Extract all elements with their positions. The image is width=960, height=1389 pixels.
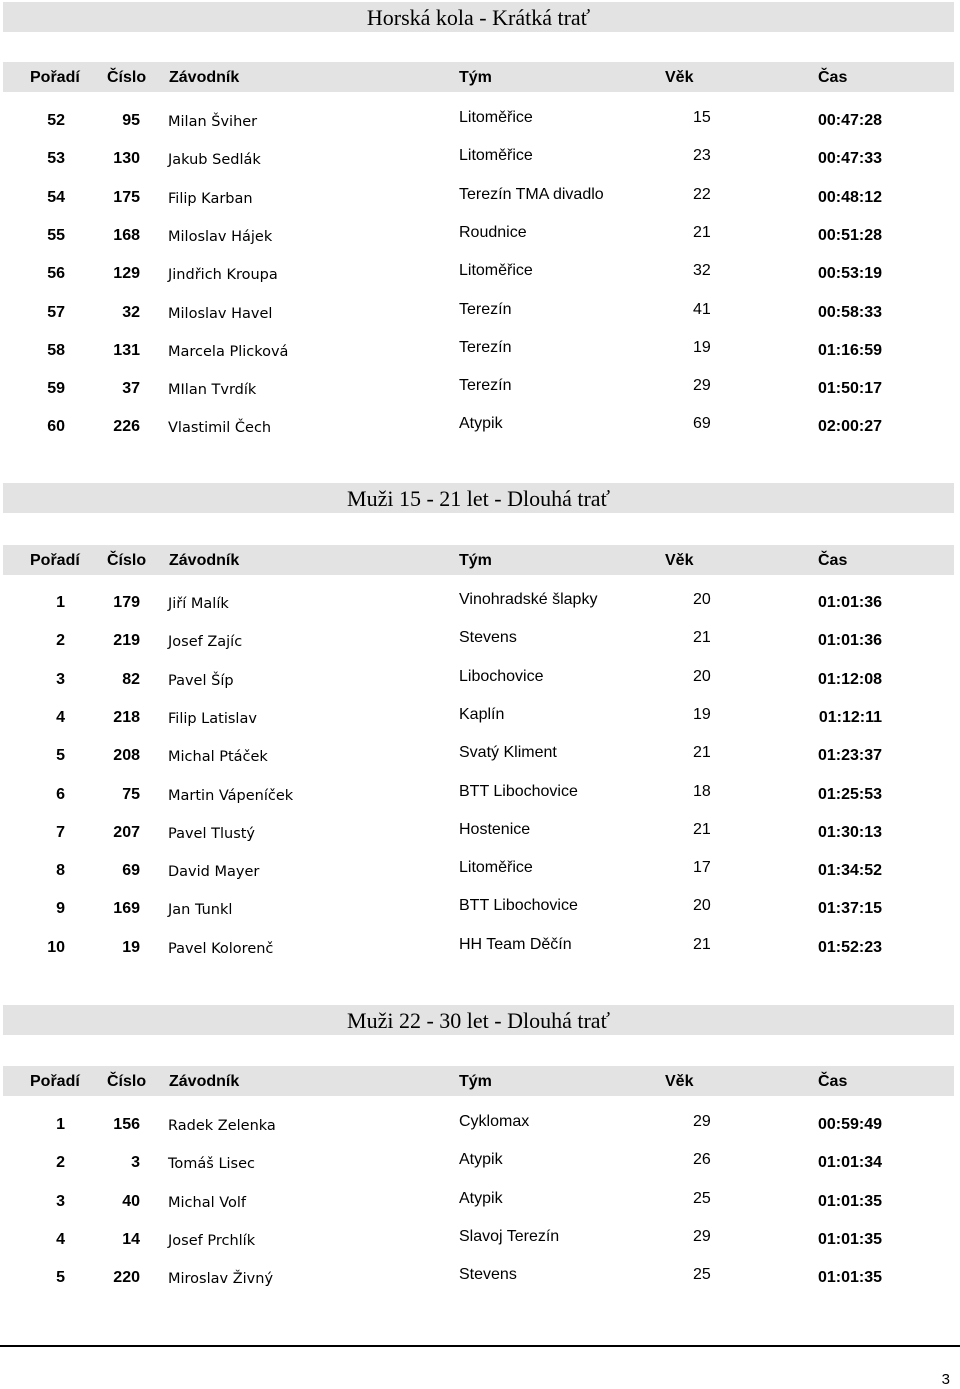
table-row [0, 103, 960, 141]
cell-age: 25 [693, 1266, 711, 1284]
table-row [0, 891, 960, 929]
table-row [0, 295, 960, 333]
table-row [0, 1260, 960, 1298]
cell-age: 29 [693, 1113, 711, 1130]
cell-age: 32 [693, 262, 711, 280]
table-row [0, 1222, 960, 1260]
cell-num: 179 [113, 594, 140, 611]
table-row [0, 700, 960, 738]
cell-num: 220 [113, 1269, 140, 1287]
cell-time: 01:50:17 [817, 380, 882, 398]
cell-pos: 53 [47, 150, 65, 168]
cell-name: Michal Volf [168, 1194, 247, 1211]
cell-pos: 57 [47, 303, 65, 321]
cell-pos: 4 [56, 1230, 65, 1248]
cell-age: 29 [693, 1227, 711, 1245]
column-header-age: Věk [665, 552, 694, 569]
column-header-name: Závodník [169, 69, 240, 86]
column-header-pos: Pořadí [30, 552, 80, 569]
cell-team: Terezín TMA divadlo [459, 185, 604, 203]
cell-num: 226 [113, 418, 140, 436]
cell-pos: 1 [56, 1116, 65, 1133]
cell-team: Terezín [459, 300, 512, 318]
cell-age: 22 [693, 185, 711, 203]
cell-num: 3 [131, 1154, 140, 1172]
cell-team: HH Team Děčín [459, 935, 572, 953]
cell-age: 19 [693, 705, 711, 723]
column-header-name: Závodník [169, 552, 240, 569]
cell-num: 82 [122, 670, 140, 688]
cell-team: Atypik [459, 1151, 503, 1169]
table-row [0, 1184, 960, 1222]
cell-team: Litoměřice [459, 262, 533, 280]
cell-pos: 55 [47, 226, 65, 244]
table-header [3, 62, 954, 92]
table-row [0, 662, 960, 700]
page-number: 3 [941, 1371, 950, 1388]
cell-time: 01:52:23 [817, 938, 882, 956]
cell-team: Stevens [459, 1266, 517, 1284]
cell-num: 69 [122, 862, 140, 880]
column-header-name: Závodník [169, 1073, 240, 1090]
cell-num: 175 [113, 188, 140, 206]
cell-num: 95 [122, 112, 140, 129]
table-header [3, 545, 954, 575]
cell-age: 20 [693, 667, 711, 685]
cell-name: Tomáš Lisec [168, 1156, 255, 1173]
column-header-age: Věk [665, 69, 694, 86]
table-row [0, 777, 960, 815]
cell-name: Filip Latislav [168, 710, 257, 727]
cell-team: Stevens [459, 629, 517, 647]
cell-age: 23 [693, 147, 711, 165]
cell-time: 01:34:52 [817, 862, 882, 880]
cell-num: 19 [122, 938, 140, 956]
cell-team: Libochovice [459, 667, 544, 685]
cell-time: 01:37:15 [817, 900, 882, 918]
column-header-num: Číslo [107, 552, 147, 569]
cell-age: 17 [693, 859, 711, 877]
cell-num: 218 [113, 708, 140, 726]
cell-name: Marcela Plicková [168, 343, 289, 360]
cell-name: Josef Prchlík [168, 1232, 256, 1249]
cell-num: 37 [122, 380, 140, 398]
cell-age: 21 [693, 629, 711, 647]
cell-time: 01:23:37 [817, 747, 882, 765]
column-header-pos: Pořadí [30, 69, 80, 86]
cell-age: 26 [693, 1151, 711, 1169]
cell-pos: 2 [56, 632, 65, 650]
cell-num: 75 [122, 785, 140, 803]
cell-pos: 10 [47, 938, 65, 956]
cell-time: 01:01:35 [817, 1192, 882, 1210]
cell-team: Litoměřice [459, 859, 533, 877]
column-header-time: Čas [818, 69, 848, 86]
cell-age: 21 [693, 935, 711, 953]
cell-name: Miroslav Živný [168, 1271, 274, 1288]
cell-time: 01:01:35 [817, 1269, 882, 1287]
cell-pos: 59 [47, 380, 65, 398]
cell-time: 00:59:49 [817, 1116, 882, 1133]
cell-team: Cyklomax [459, 1113, 530, 1130]
cell-team: Terezín [459, 377, 512, 395]
cell-num: 40 [122, 1192, 140, 1210]
column-header-num: Číslo [107, 1073, 147, 1090]
cell-num: 156 [113, 1116, 140, 1133]
cell-time: 00:58:33 [817, 303, 882, 321]
table-row [0, 409, 960, 447]
column-header-time: Čas [818, 552, 848, 569]
cell-pos: 3 [56, 1192, 65, 1210]
cell-time: 01:30:13 [817, 823, 882, 841]
cell-name: Miloslav Hájek [168, 228, 273, 245]
footer-divider [0, 1345, 960, 1347]
table-row [0, 256, 960, 294]
cell-time: 01:01:35 [817, 1230, 882, 1248]
cell-time: 01:25:53 [817, 785, 882, 803]
table-row [0, 1107, 960, 1145]
cell-name: Jakub Sedlák [168, 152, 261, 169]
cell-num: 131 [113, 341, 140, 359]
column-header-pos: Pořadí [30, 1073, 80, 1090]
cell-pos: 52 [47, 112, 65, 129]
table-row [0, 333, 960, 371]
cell-name: Jiří Malík [168, 596, 229, 612]
column-header-team: Tým [459, 69, 492, 86]
cell-name: Radek Zelenka [168, 1118, 276, 1134]
cell-name: MIlan Tvrdík [168, 382, 257, 399]
cell-num: 207 [113, 823, 140, 841]
cell-pos: 5 [56, 747, 65, 765]
cell-age: 21 [693, 744, 711, 762]
cell-team: Kaplín [459, 705, 505, 723]
table-row [0, 371, 960, 409]
cell-name: David Mayer [168, 864, 260, 881]
column-header-age: Věk [665, 1073, 694, 1090]
cell-age: 18 [693, 782, 711, 800]
cell-pos: 58 [47, 341, 65, 359]
cell-pos: 60 [47, 418, 65, 436]
cell-pos: 3 [56, 670, 65, 688]
cell-age: 21 [693, 820, 711, 838]
cell-team: Litoměřice [459, 147, 533, 165]
section-title: Muži 15 - 21 let - Dlouhá trať [3, 483, 954, 513]
cell-age: 20 [693, 897, 711, 915]
cell-pos: 7 [56, 823, 65, 841]
cell-name: Michal Ptáček [168, 749, 268, 766]
cell-name: Pavel Tlustý [168, 825, 256, 842]
table-row [0, 815, 960, 853]
cell-pos: 54 [47, 188, 65, 206]
cell-time: 02:00:27 [817, 418, 882, 436]
cell-team: Hostenice [459, 820, 531, 838]
cell-team: Terezín [459, 338, 512, 356]
cell-age: 21 [693, 223, 711, 241]
column-header-team: Tým [459, 1073, 492, 1090]
cell-time: 00:47:28 [817, 112, 882, 129]
cell-team: Svatý Kliment [459, 744, 557, 762]
table-row [0, 218, 960, 256]
cell-time: 01:01:36 [817, 632, 882, 650]
cell-age: 19 [693, 338, 711, 356]
cell-time: 01:12:11 [818, 708, 882, 726]
cell-age: 69 [693, 415, 711, 433]
cell-pos: 5 [56, 1269, 65, 1287]
section-title: Muži 22 - 30 let - Dlouhá trať [3, 1005, 954, 1035]
cell-team: BTT Libochovice [459, 897, 578, 915]
cell-name: Martin Vápeníček [168, 787, 294, 804]
cell-num: 130 [113, 150, 140, 168]
cell-team: Litoměřice [459, 109, 533, 126]
cell-team: Slavoj Terezín [459, 1227, 560, 1245]
cell-pos: 6 [56, 785, 65, 803]
cell-num: 169 [113, 900, 140, 918]
cell-pos: 4 [56, 708, 65, 726]
cell-age: 41 [693, 300, 711, 318]
table-row [0, 585, 960, 623]
cell-num: 168 [113, 226, 140, 244]
cell-pos: 8 [56, 862, 65, 880]
cell-team: BTT Libochovice [459, 782, 578, 800]
cell-time: 00:53:19 [817, 265, 882, 283]
cell-time: 01:01:34 [817, 1154, 882, 1172]
cell-pos: 56 [47, 265, 65, 283]
cell-name: Pavel Šíp [168, 672, 234, 689]
cell-time: 01:01:36 [817, 594, 882, 611]
cell-name: Filip Karban [168, 190, 253, 207]
cell-time: 00:47:33 [817, 150, 882, 168]
cell-pos: 9 [56, 900, 65, 918]
cell-team: Roudnice [459, 223, 527, 241]
cell-num: 32 [122, 303, 140, 321]
cell-time: 00:48:12 [817, 188, 882, 206]
cell-name: Jindřich Kroupa [168, 267, 278, 284]
cell-num: 208 [113, 747, 140, 765]
cell-time: 00:51:28 [817, 226, 882, 244]
cell-name: Josef Zajíc [168, 634, 243, 651]
cell-num: 129 [113, 265, 140, 283]
table-header [3, 1066, 954, 1096]
cell-time: 01:12:08 [817, 670, 882, 688]
cell-pos: 1 [56, 594, 65, 611]
column-header-num: Číslo [107, 69, 147, 86]
cell-num: 14 [122, 1230, 140, 1248]
section-title: Horská kola - Krátká trať [3, 2, 954, 32]
cell-num: 219 [113, 632, 140, 650]
cell-name: Jan Tunkl [168, 902, 233, 919]
table-row [0, 738, 960, 776]
cell-age: 20 [693, 591, 711, 608]
column-header-time: Čas [818, 1073, 848, 1090]
cell-team: Atypik [459, 415, 503, 433]
cell-age: 29 [693, 377, 711, 395]
cell-pos: 2 [56, 1154, 65, 1172]
cell-team: Vinohradské šlapky [459, 591, 598, 608]
cell-team: Atypik [459, 1189, 503, 1207]
cell-name: Milan Šviher [168, 114, 258, 130]
table-row [0, 930, 960, 968]
table-row [0, 180, 960, 218]
table-row [0, 1145, 960, 1183]
cell-age: 15 [693, 109, 711, 126]
table-row [0, 141, 960, 179]
cell-name: Vlastimil Čech [168, 420, 272, 437]
cell-name: Pavel Kolorenč [168, 940, 274, 957]
cell-name: Miloslav Havel [168, 305, 273, 322]
table-row [0, 853, 960, 891]
cell-time: 01:16:59 [817, 341, 882, 359]
table-row [0, 623, 960, 661]
cell-age: 25 [693, 1189, 711, 1207]
column-header-team: Tým [459, 552, 492, 569]
